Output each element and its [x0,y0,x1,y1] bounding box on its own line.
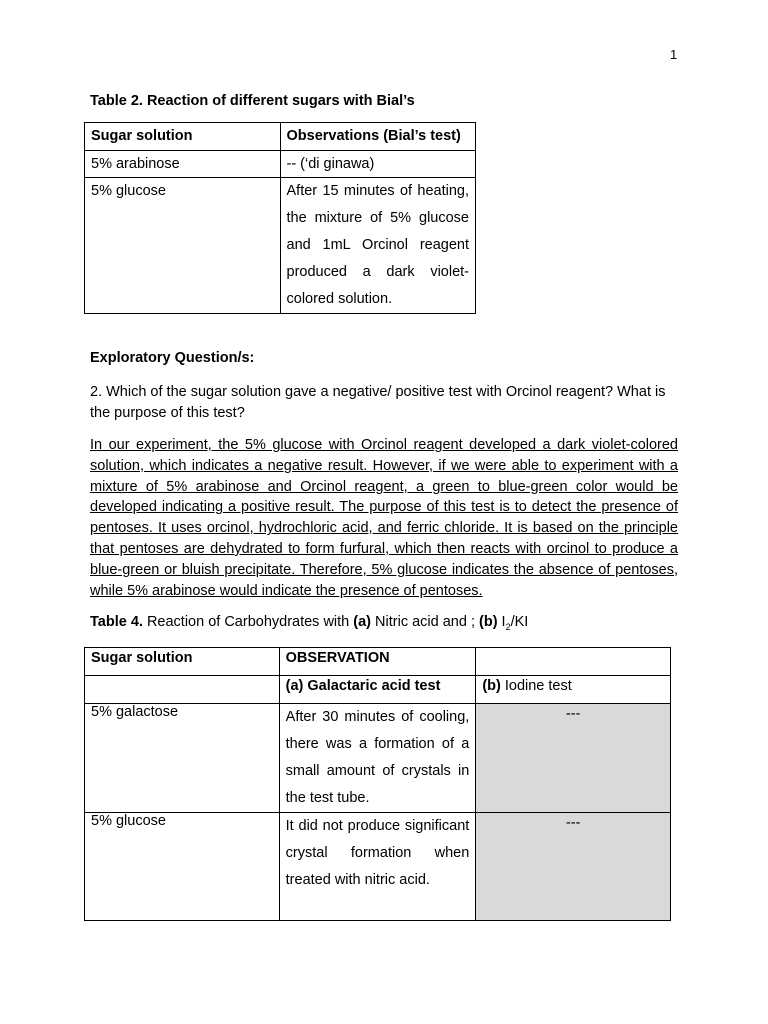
table4-subheader-iodine-text: Iodine test [500,678,572,694]
question-text: 2. Which of the sugar solution gave a negative/ positive test with Orcinol reagent? What is the purpose of this test? [90,384,666,421]
table4-cell-galactaric: After 30 minutes of cooling, there was a formation of a small amount of crystals in the test tube. [279,704,476,813]
table4-caption-label: Table 4. [90,614,143,630]
table4-cell-iodine: --- [476,813,671,921]
exploratory-heading: Exploratory Question/s: [90,350,255,366]
table4-caption-a: (a) [353,614,372,630]
table4-caption-text: I [497,614,506,630]
table-row [85,151,476,178]
table2-cell-sugar: 5% arabinose [85,151,281,178]
table2-header-row [85,123,476,151]
table4-cell-iodine: --- [476,704,671,813]
table2-header-sugar: Sugar solution [85,123,281,151]
table4-caption-text: /KI [510,614,529,630]
table4-subheader-galactaric: (a) Galactaric acid test [279,676,476,704]
table2-header-observations: Observations (Bial’s test) [280,123,476,151]
table4-cell-sugar: 5% glucose [85,813,280,921]
table4-subheader-empty [85,676,280,704]
table4 [84,647,671,921]
table2 [84,122,476,314]
table-row [85,704,671,813]
table-row [85,813,671,921]
table4-cell-sugar: 5% galactose [85,704,280,813]
table4-header-row [85,648,671,676]
table2-cell-sugar: 5% glucose [85,178,281,314]
table2-caption: Table 2. Reaction of different sugars with Bial’s [90,93,415,109]
table4-cell-galactaric: It did not produce significant crystal formation when treated with nitric acid. [279,813,476,921]
table2-cell-observation: -- (‘di ginawa) [280,151,476,178]
table4-caption [90,614,528,632]
table-row [85,178,476,314]
page-number: 1 [670,47,678,62]
table4-header-observation: OBSERVATION [279,648,476,676]
table4-caption-text: Nitric acid and ; [371,614,480,630]
table2-cell-observation: After 15 minutes of heating, the mixture of 5% glucose and 1mL Orcinol reagent produced a dark violet-colored solution. [280,178,476,314]
table4-caption-subscript: 2 [505,621,511,632]
table4-header-empty [476,648,671,676]
table4-subheader-iodine-label: (b) [482,678,501,694]
table4-header-sugar: Sugar solution [85,648,280,676]
table4-subheader-row [85,676,671,704]
table4-subheader-iodine [476,676,671,704]
answer-paragraph: In our experiment, the 5% glucose with Orcinol reagent developed a dark violet-colored solution, which indicates a negative result. However, if we were able to experiment with a mixture of 5% arabinose and Orcinol reagent, a green to blue-green color would be developed indicating a positive result. The purpose of this test is to detect the presence of pentoses. It uses orcinol, hydrochloric acid, and ferric chloride. It is based on the principle that pentoses are dehydrated to form furfural, which then reacts with orcinol to produce a blue-green or bluish precipitate. Therefore, 5% glucose indicates the absence of pentoses, while 5% arabinose would indicate the presence of pentoses. [90,437,678,599]
table4-caption-text: Reaction of Carbohydrates with [142,614,354,630]
table4-caption-b: (b) [479,614,498,630]
